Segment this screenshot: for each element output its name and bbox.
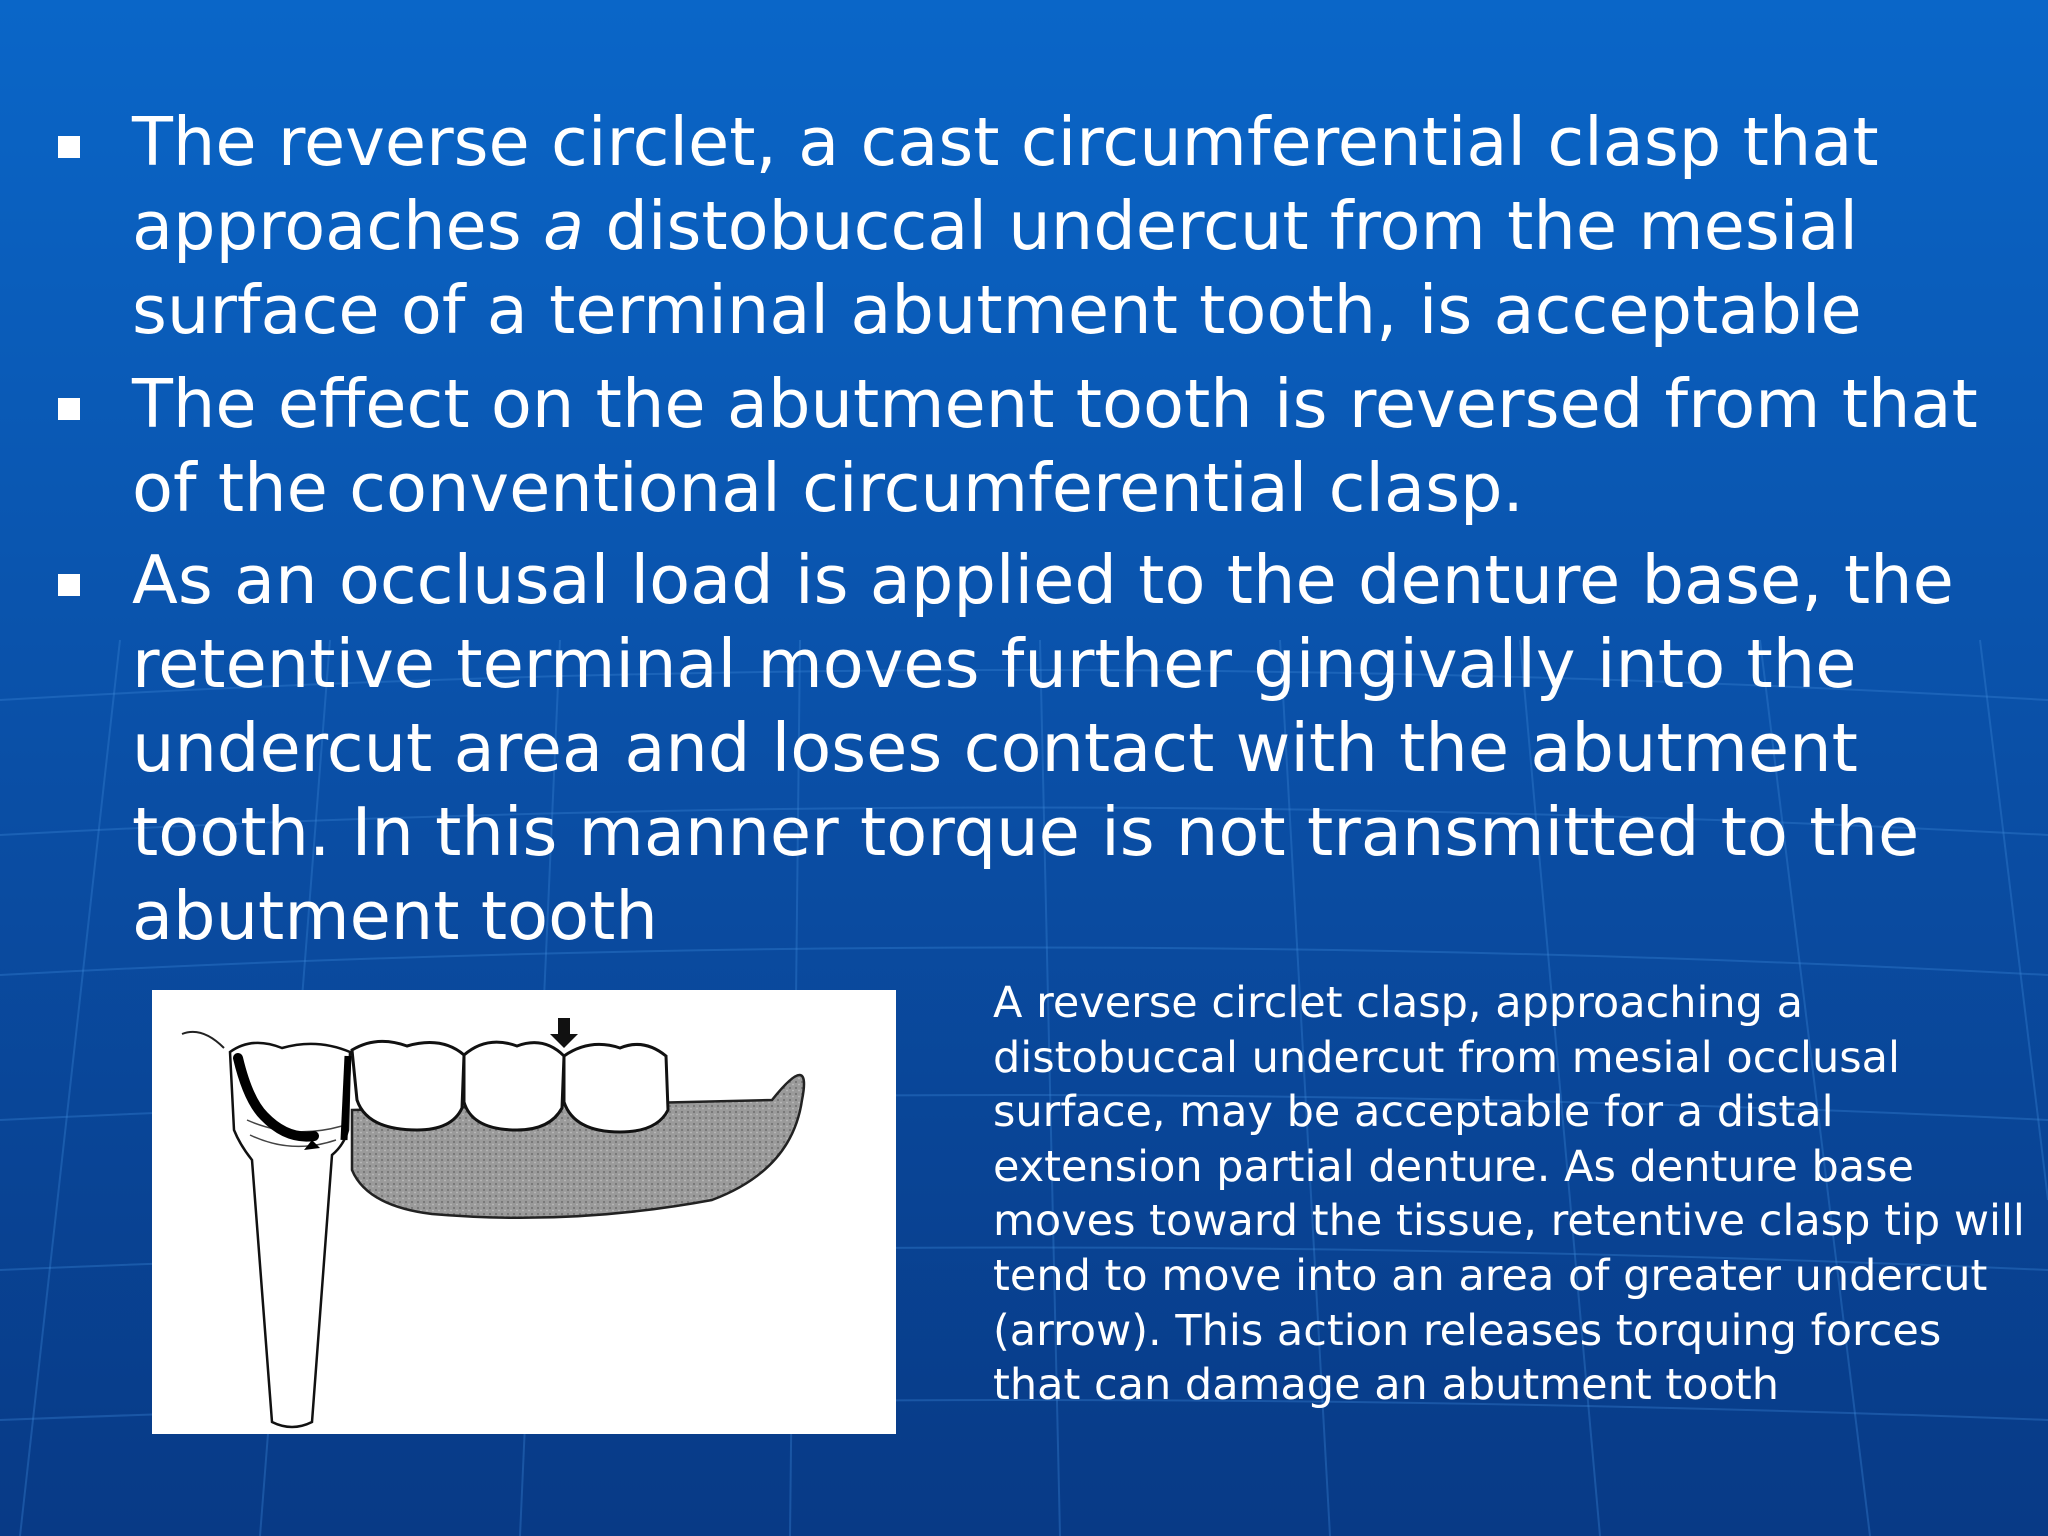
bullet-square-icon (58, 574, 80, 596)
bullet-text: The reverse circlet, a cast circumferential clasp that approaches (132, 103, 1879, 265)
figure-caption: A reverse circlet clasp, approaching a distobuccal undercut from mesial occlusal surface, may be acceptable for a distal extension partial denture. As denture base moves toward the tissue, retentive clasp tip will tend to move into an area of greater undercut (arrow). This action releases torquing forces that can damage an abutment tooth (993, 978, 2025, 1411)
bullet-text-continued: distobuccal undercut from the mesial surface of a terminal abutment tooth, is acceptable (132, 187, 1862, 349)
clasp-diagram-icon (152, 990, 896, 1434)
bullet-item (0, 538, 2048, 958)
reverse-circlet-clasp-illustration (152, 990, 896, 1434)
bullet-item (0, 362, 2048, 530)
bullet-text: The effect on the abutment tooth is reversed from that of the conventional circumferential clasp. (132, 365, 1978, 527)
bullet-emphasis: a (542, 187, 585, 265)
bullet-text: As an occlusal load is applied to the denture base, the retentive terminal moves further gingivally into the undercut area and loses contact with the abutment tooth. In this manner torque is not transmitted to the abutment tooth (132, 541, 1954, 955)
bullet-square-icon (58, 398, 80, 420)
bullet-list (0, 100, 2048, 968)
bullet-square-icon (58, 136, 80, 158)
bullet-item (0, 100, 2048, 352)
